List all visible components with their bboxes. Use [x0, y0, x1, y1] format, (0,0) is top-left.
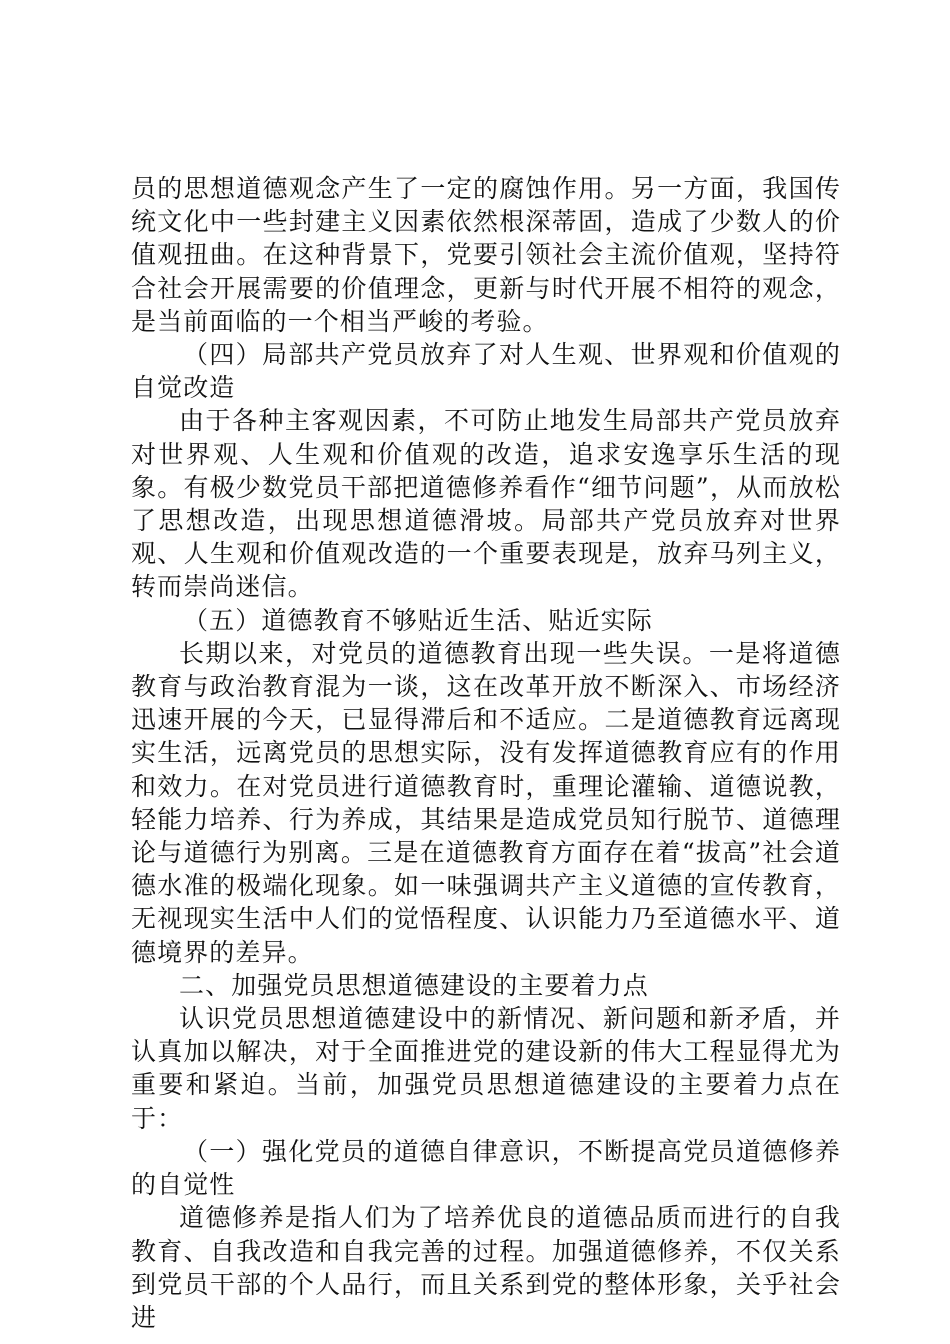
section-heading-main-two: 二、加强党员思想道德建设的主要着力点: [179, 970, 649, 1000]
section-heading-five: （五）道德教育不够贴近生活、贴近实际: [183, 605, 653, 635]
paragraph-moral-education: 长期以来，对党员的道德教育出现一些失误。一是将道德教育与政治教育混为一谈，这在改革开放不断深入、市场经济迅速开展的今天，已显得滞后和不适应。二是道德教育远离现实生活，远离党员的思想实际，没有发挥道德教育应有的作用和效力。在对党员进行道德教育时，重理论灌输、道德说教，轻能力培养、行为养成，其结果是造成党员知行脱节、道德理论与道德行为别离。三是在道德教育方面存在着“拔高”社会道德水准的极端化现象。如一味强调共产主义道德的宣传教育，无视现实生活中人们的觉悟程度、认识能力乃至道德水平、道德境界的差异。: [131, 638, 841, 967]
section-heading-four: （四）局部共产党员放弃了对人生观、世界观和价值观的自觉改造: [131, 340, 841, 403]
section-heading-one: （一）强化党员的道德自律意识，不断提高党员道德修养的自觉性: [131, 1136, 841, 1200]
paragraph-self-reform: 由于各种主客观因素，不可防止地发生局部共产党员放弃对世界观、人生观和价值观的改造，追求安逸享乐生活的现象。有极少数党员干部把道德修养看作“细节问题”，从而放松了思想改造，出现思想道德滑坡。局部共产党员放弃对世界观、人生观和价值观改造的一个重要表现是，放弃马列主义，转而崇尚迷信。: [131, 406, 841, 602]
paragraph-focus-intro: 认识党员思想道德建设中的新情况、新问题和新矛盾，并认真加以解决，对于全面推进党的建设新的伟大工程显得尤为重要和紧迫。当前，加强党员思想道德建设的主要着力点在于：: [131, 1004, 841, 1133]
paragraph-value-distortion: 员的思想道德观念产生了一定的腐蚀作用。另一方面，我国传统文化中一些封建主义因素依然根深蒂固，造成了少数人的价值观扭曲。在这种背景下，党要引领社会主流价值观，坚持符合社会开展需要的价值理念，更新与时代开展不相符的观念，是当前面临的一个相当严峻的考验。: [131, 174, 841, 336]
paragraph-moral-cultivation: 道德修养是指人们为了培养优良的道德品质而进行的自我教育、自我改造和自我完善的过程。加强道德修养，不仅关系到党员干部的个人品行，而且关系到党的整体形象，关乎社会进: [131, 1203, 841, 1332]
document-body: [131, 172, 841, 1334]
